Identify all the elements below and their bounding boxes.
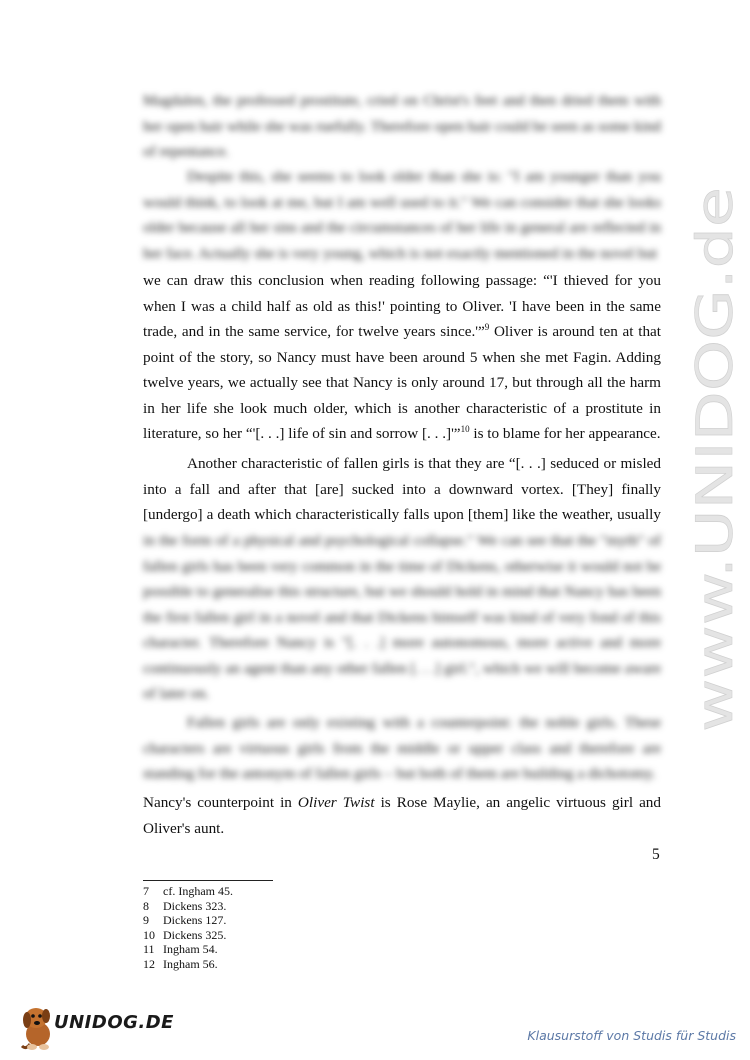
footnote-text: Dickens 127. xyxy=(163,913,227,928)
paragraph-visible-3: Another characteristic of fallen girls is that they are “[. . .] seduced or misled into a fall and after that [are] sucked into a downward vortex. [They] finally [undergo] a death which characteristically falls upon [them] like the weather, usually xyxy=(143,455,661,523)
paragraph-text: Oliver is around ten at that point of the story, so Nancy must have been around 5 when she met Fagin. Adding twelve years, we actually see that Nancy is only around 17, but through all the harm in her life she look much older, which is another characteristic of a prostitute in literature, so her “'[. . .] life of sin and sorrow [. . .]'” xyxy=(143,323,661,442)
footnote-text: Ingham 56. xyxy=(163,956,218,971)
paragraph-text: is to blame for her appearance. xyxy=(469,425,661,442)
paragraph-visible-5 xyxy=(143,790,661,841)
footnote-number: 10 xyxy=(143,927,155,942)
paragraph-visible-2 xyxy=(143,268,661,447)
footnote-text: Dickens 325. xyxy=(163,927,227,942)
footnote-number: 8 xyxy=(143,898,149,913)
footnote xyxy=(143,899,233,914)
footnote-text: Dickens 323. xyxy=(163,898,227,913)
footnote-text: Ingham 54. xyxy=(163,942,218,957)
paragraph-text: we can draw this conclusion when reading following passage: “'I thieved for you when I was a child half as old as this!' pointing to Oliver. 'I have been in the same trade, and in the same service, for twelve years since.'” xyxy=(143,272,661,340)
footer-tagline: Klausurstoff von Studis für Studis xyxy=(527,1028,736,1043)
footnote-text: cf. Ingham 45. xyxy=(163,884,233,898)
footnote-divider xyxy=(143,880,273,881)
page-number: 5 xyxy=(652,846,660,863)
footnote-ref-9: 9 xyxy=(484,321,490,332)
paragraph-blurred-2: Despite this, she seems to look older than she is: "I am younger than you would think, to look at me, but I am well used to it." We can consider that she looks older because all her sins and the circumstances of her life in general are reflected in her face. Actually she is very young, which is not exactly mentioned in the novel but xyxy=(143,168,661,262)
footnotes xyxy=(143,884,233,972)
watermark xyxy=(648,180,750,740)
logo-text: UNIDOG.DE xyxy=(54,1012,174,1033)
paragraph-blurred-3: in the form of a physical and psychological collapse." We can see that the "myth" of fallen girls has been very common in the time of Dickens, otherwise it would not be possible to generalise this structure, but we should hold in mind that Nancy has been the first fallen girl in a novel and that Dickens himself was kind of very fond of this character. Therefore Nancy is "[. . .] more autonomous, more active and more continuously an agent than any other fallen [. . .] girl.", which we will become aware of later on. xyxy=(143,532,661,702)
watermark-text: www.UNIDOG.de xyxy=(686,314,744,732)
book-title: Oliver Twist xyxy=(297,794,375,811)
footnote-number: 12 xyxy=(143,956,155,971)
paragraph-blurred-4: Fallen girls are only existing with a counterpoint: the noble girls. These characters are virtuous girls from the middle or upper class and therefore are standing for the antonym of fallen girls – but both of them are building a dichotomy. xyxy=(143,714,661,782)
footnote xyxy=(143,913,233,928)
footnote-ref-10: 10 xyxy=(460,423,470,434)
footnote xyxy=(143,957,233,972)
footnote-number: 7 xyxy=(143,884,149,898)
paragraph-text: is Rose Maylie, an angelic virtuous girl and Oliver's aunt. xyxy=(143,794,661,837)
paragraph-blurred-1: Magdalen, the professed prostitute, cried on Christ's feet and then dried them with her open hair while she was ruefully. Therefore open hair could be seen as some kind of repentance. xyxy=(143,92,661,160)
paragraph-text: Nancy's counterpoint in xyxy=(143,794,298,811)
footnote xyxy=(143,942,233,957)
unidog-logo[interactable] xyxy=(18,1002,174,1054)
footnote xyxy=(143,884,233,899)
dog-mascot-icon xyxy=(18,1002,58,1052)
footnote-number: 9 xyxy=(143,913,149,928)
footnote-number: 11 xyxy=(143,942,155,957)
footnote xyxy=(143,928,233,943)
